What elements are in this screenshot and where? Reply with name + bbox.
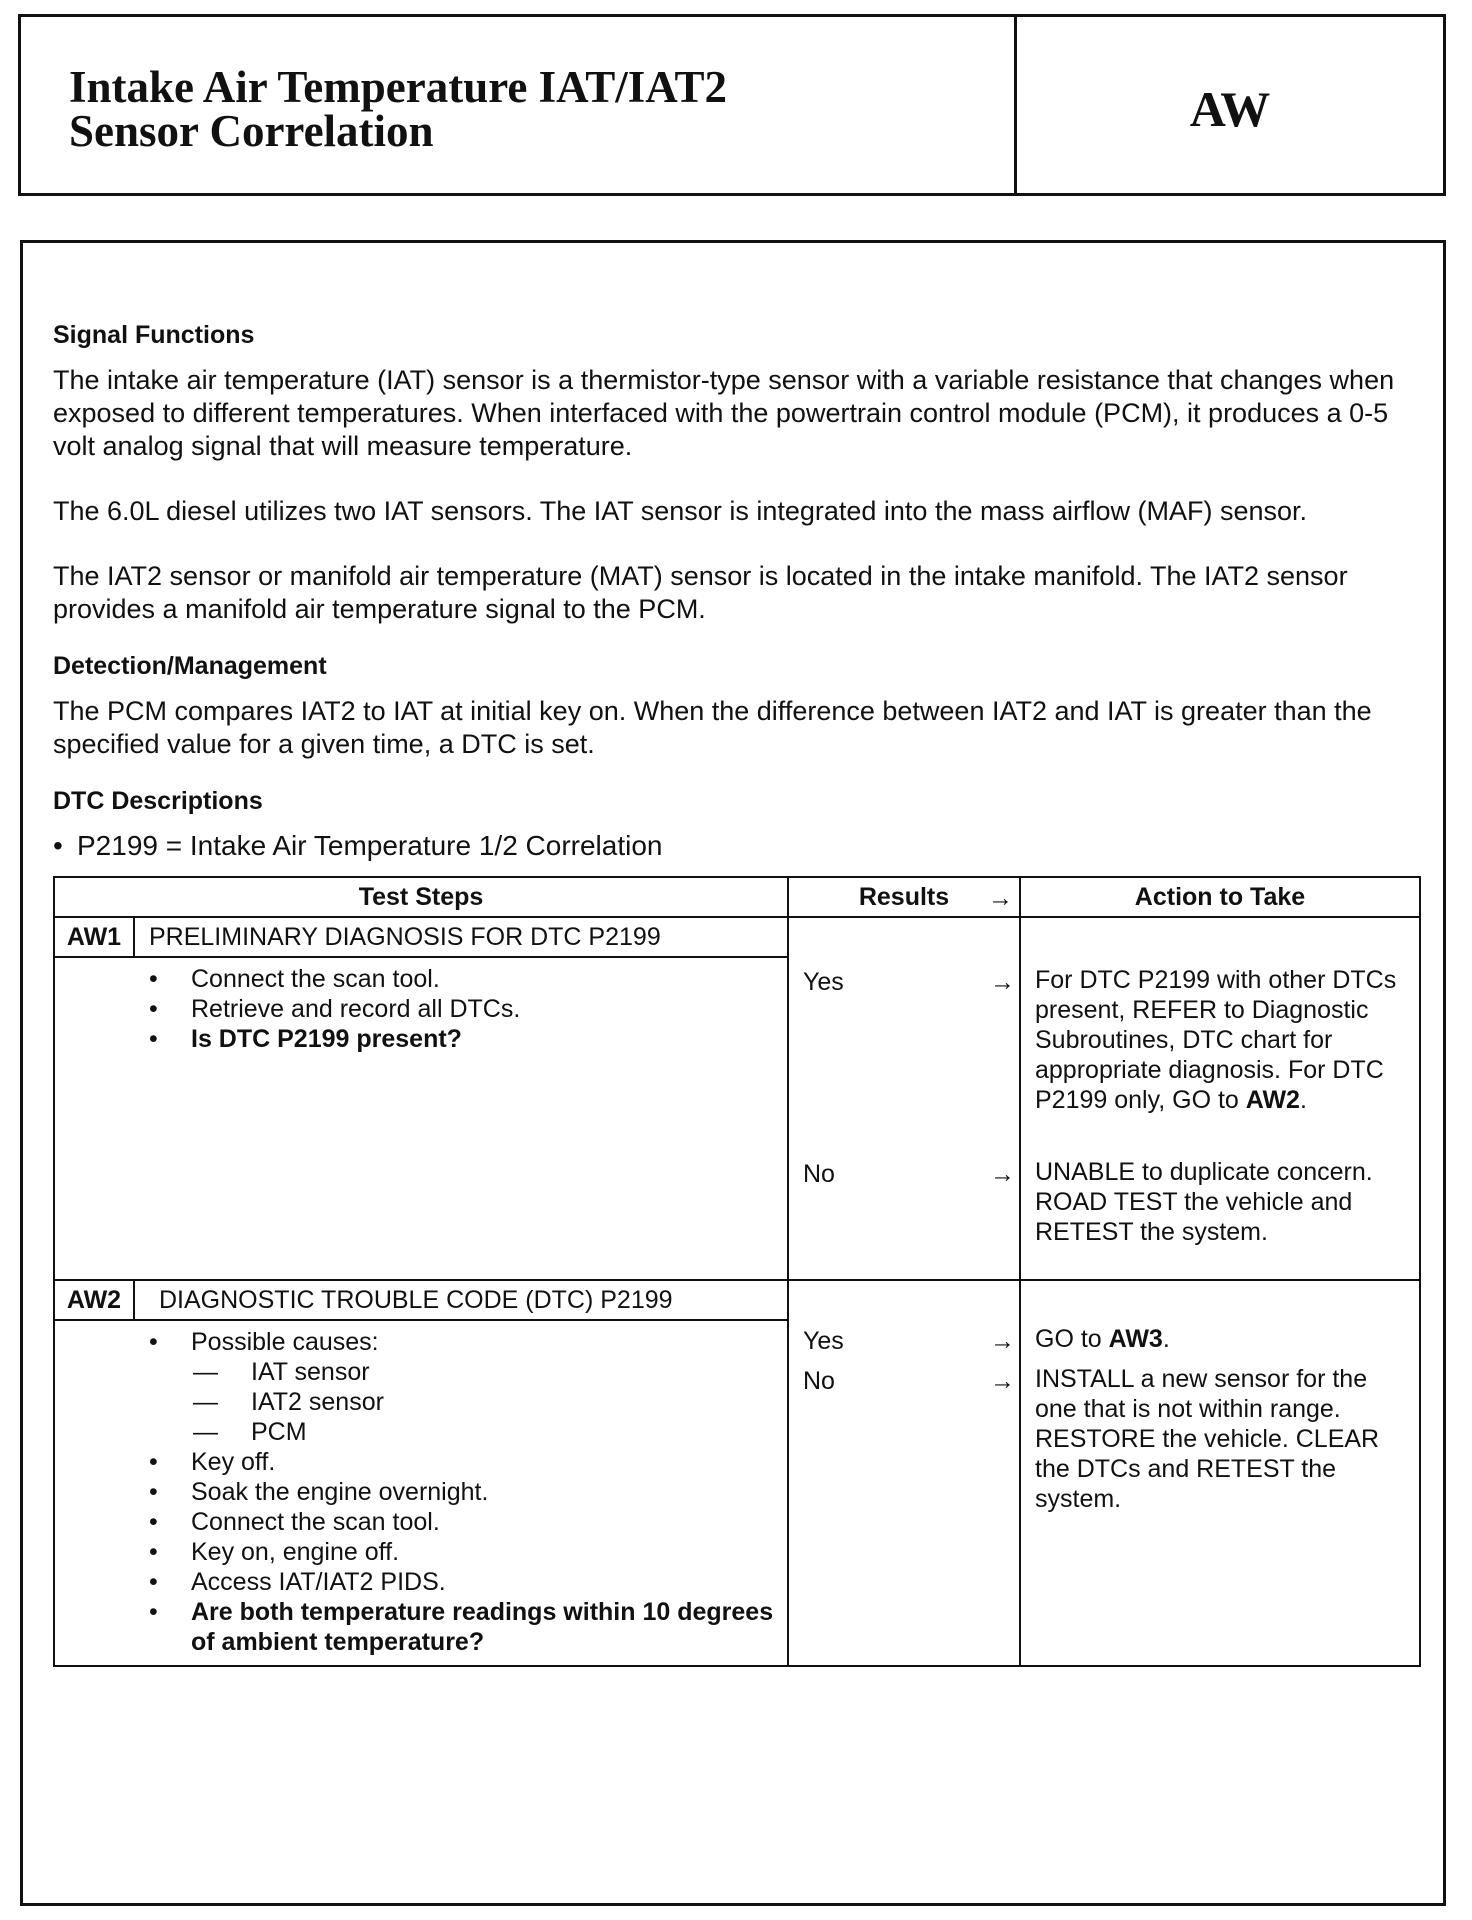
step-question: Is DTC P2199 present? [191, 1025, 462, 1053]
action-yes [1035, 1324, 1413, 1354]
signal-functions-heading: Signal Functions [53, 321, 255, 349]
dtc-descriptions-heading: DTC Descriptions [53, 787, 263, 815]
list-item [143, 1507, 787, 1537]
dash-icon: — [193, 1388, 218, 1416]
arrow-right-icon: → [990, 968, 1015, 996]
bullet-icon: • [149, 1508, 158, 1536]
result-yes [803, 968, 1015, 997]
list-item [191, 1357, 787, 1387]
action-text: For DTC P2199 with other DTCs present, REFER to Diagnostic Subroutines, DTC chart for appropriate diagnosis. For DTC P2199 only, GO to [1035, 966, 1397, 1114]
result-label: No [803, 1367, 835, 1395]
step-title: PRELIMINARY DIAGNOSIS FOR DTC P2199 [149, 922, 661, 951]
content-body [53, 321, 1419, 1667]
bullet-icon: • [149, 1025, 158, 1053]
step-aw2-header [55, 1281, 787, 1321]
list-item-text: Connect the scan tool. [191, 1508, 440, 1536]
result-yes [803, 1327, 1015, 1356]
step-aw1-header [55, 918, 787, 958]
page-header [18, 14, 1446, 196]
arrow-right-icon: → [990, 1160, 1015, 1188]
step-aw2-body [55, 1321, 787, 1665]
section-code: AW [1189, 81, 1271, 137]
step-aw1-body [55, 958, 787, 1062]
list-item-text: Access IAT/IAT2 PIDS. [191, 1568, 446, 1596]
list-item-text: Connect the scan tool. [191, 965, 440, 993]
list-item-text: IAT2 sensor [251, 1388, 384, 1416]
arrow-right-icon: → [990, 1367, 1015, 1395]
list-item [143, 1537, 787, 1567]
dash-icon: — [193, 1358, 218, 1386]
action-text: GO to [1035, 1325, 1102, 1353]
col-results [788, 877, 1020, 917]
action-no: UNABLE to duplicate concern. ROAD TEST the vehicle and RETEST the system. [1035, 1158, 1373, 1246]
signal-paragraph-1: The intake air temperature (IAT) sensor is a thermistor-type sensor with a variable resistance that changes when exposed to different temperatures. When interfaced with the powertrain control module (PCM), it produces a 0-5 volt analog signal that will measure temperature. [53, 365, 1395, 461]
bullet-icon: • [149, 1328, 158, 1356]
step-title: DIAGNOSTIC TROUBLE CODE (DTC) P2199 [159, 1285, 673, 1314]
dtc-description-text: P2199 = Intake Air Temperature 1/2 Correlation [77, 830, 663, 861]
list-item-text: PCM [251, 1418, 307, 1446]
col-test-steps: Test Steps [54, 877, 788, 917]
detection-heading: Detection/Management [53, 652, 327, 680]
step-aw2-results-cell [788, 1280, 1020, 1666]
list-item-text: Retrieve and record all DTCs. [191, 995, 521, 1023]
arrow-right-icon: → [990, 1327, 1015, 1355]
step-aw1-results-cell [788, 917, 1020, 1280]
page-title-line-2: Sensor Correlation [69, 106, 434, 156]
detection-paragraph: The PCM compares IAT2 to IAT at initial key on. When the difference between IAT2 and IAT is greater than the specified value for a given time, a DTC is set. [53, 696, 1372, 759]
list-item-text: Key off. [191, 1448, 276, 1476]
page-title-line-1: Intake Air Temperature IAT/IAT2 [69, 62, 727, 112]
step-aw1-action-cell [1020, 917, 1420, 1280]
result-no [803, 1367, 1015, 1396]
list-item [143, 964, 787, 994]
signal-paragraph-3: The IAT2 sensor or manifold air temperature (MAT) sensor is located in the intake manifold. The IAT2 sensor provides a manifold air temperature signal to the PCM. [53, 561, 1348, 624]
step-aw1-row [54, 917, 1420, 1280]
col-results-label: Results [858, 882, 950, 911]
step-aw2-row [54, 1280, 1420, 1666]
bullet-icon: • [149, 1568, 158, 1596]
result-label: Yes [803, 1327, 844, 1355]
list-item [143, 1477, 787, 1507]
step-question: Are both temperature readings within 10 degrees of ambient temperature? [191, 1598, 774, 1656]
test-steps-table [53, 876, 1421, 1667]
signal-paragraph-2: The 6.0L diesel utilizes two IAT sensors. The IAT sensor is integrated into the mass airflow (MAF) sensor. [53, 496, 1308, 526]
arrow-right-icon: → [988, 884, 1013, 912]
bullet-icon: • [149, 995, 158, 1023]
list-item [191, 1387, 787, 1417]
list-item [143, 1567, 787, 1597]
action-yes [1035, 965, 1413, 1115]
action-goto-step: AW2 [1245, 1086, 1300, 1114]
dash-icon: — [193, 1418, 218, 1446]
bullet-icon: • [149, 1478, 158, 1506]
list-item-text: IAT sensor [251, 1358, 370, 1386]
action-end: . [1299, 1086, 1307, 1114]
action-end: . [1162, 1325, 1170, 1353]
list-item [143, 1447, 787, 1477]
bullet-icon: • [149, 1448, 158, 1476]
possible-causes-list [143, 1357, 787, 1447]
result-no [803, 1160, 1015, 1189]
action-goto-step: AW3 [1108, 1325, 1163, 1353]
table-header-row [54, 877, 1420, 917]
bullet-icon: • [149, 1538, 158, 1566]
step-code: AW2 [55, 1281, 135, 1319]
result-label: Yes [803, 968, 844, 996]
step-aw2-action-cell [1020, 1280, 1420, 1666]
action-no: INSTALL a new sensor for the one that is not within range. RESTORE the vehicle. CLEAR the DTCs and RETEST the system. [1035, 1365, 1380, 1513]
step-aw1-test-cell [54, 917, 788, 1280]
list-item [143, 1597, 787, 1657]
bullet-icon: • [53, 830, 63, 861]
step-aw2-test-cell [54, 1280, 788, 1666]
list-item-text: Key on, engine off. [191, 1538, 400, 1566]
bullet-icon: • [149, 965, 158, 993]
list-item-text: Possible causes: [191, 1328, 379, 1356]
result-label: No [803, 1160, 835, 1188]
content-panel [20, 240, 1446, 1906]
col-action: Action to Take [1020, 877, 1420, 917]
list-item [143, 1327, 787, 1357]
title-block [21, 17, 1017, 193]
list-item-text: Soak the engine overnight. [191, 1478, 489, 1506]
step-code: AW1 [55, 918, 135, 956]
list-item [143, 1024, 787, 1054]
bullet-icon: • [149, 1598, 158, 1626]
dtc-description-item [53, 830, 1419, 862]
list-item [143, 994, 787, 1024]
list-item [191, 1417, 787, 1447]
